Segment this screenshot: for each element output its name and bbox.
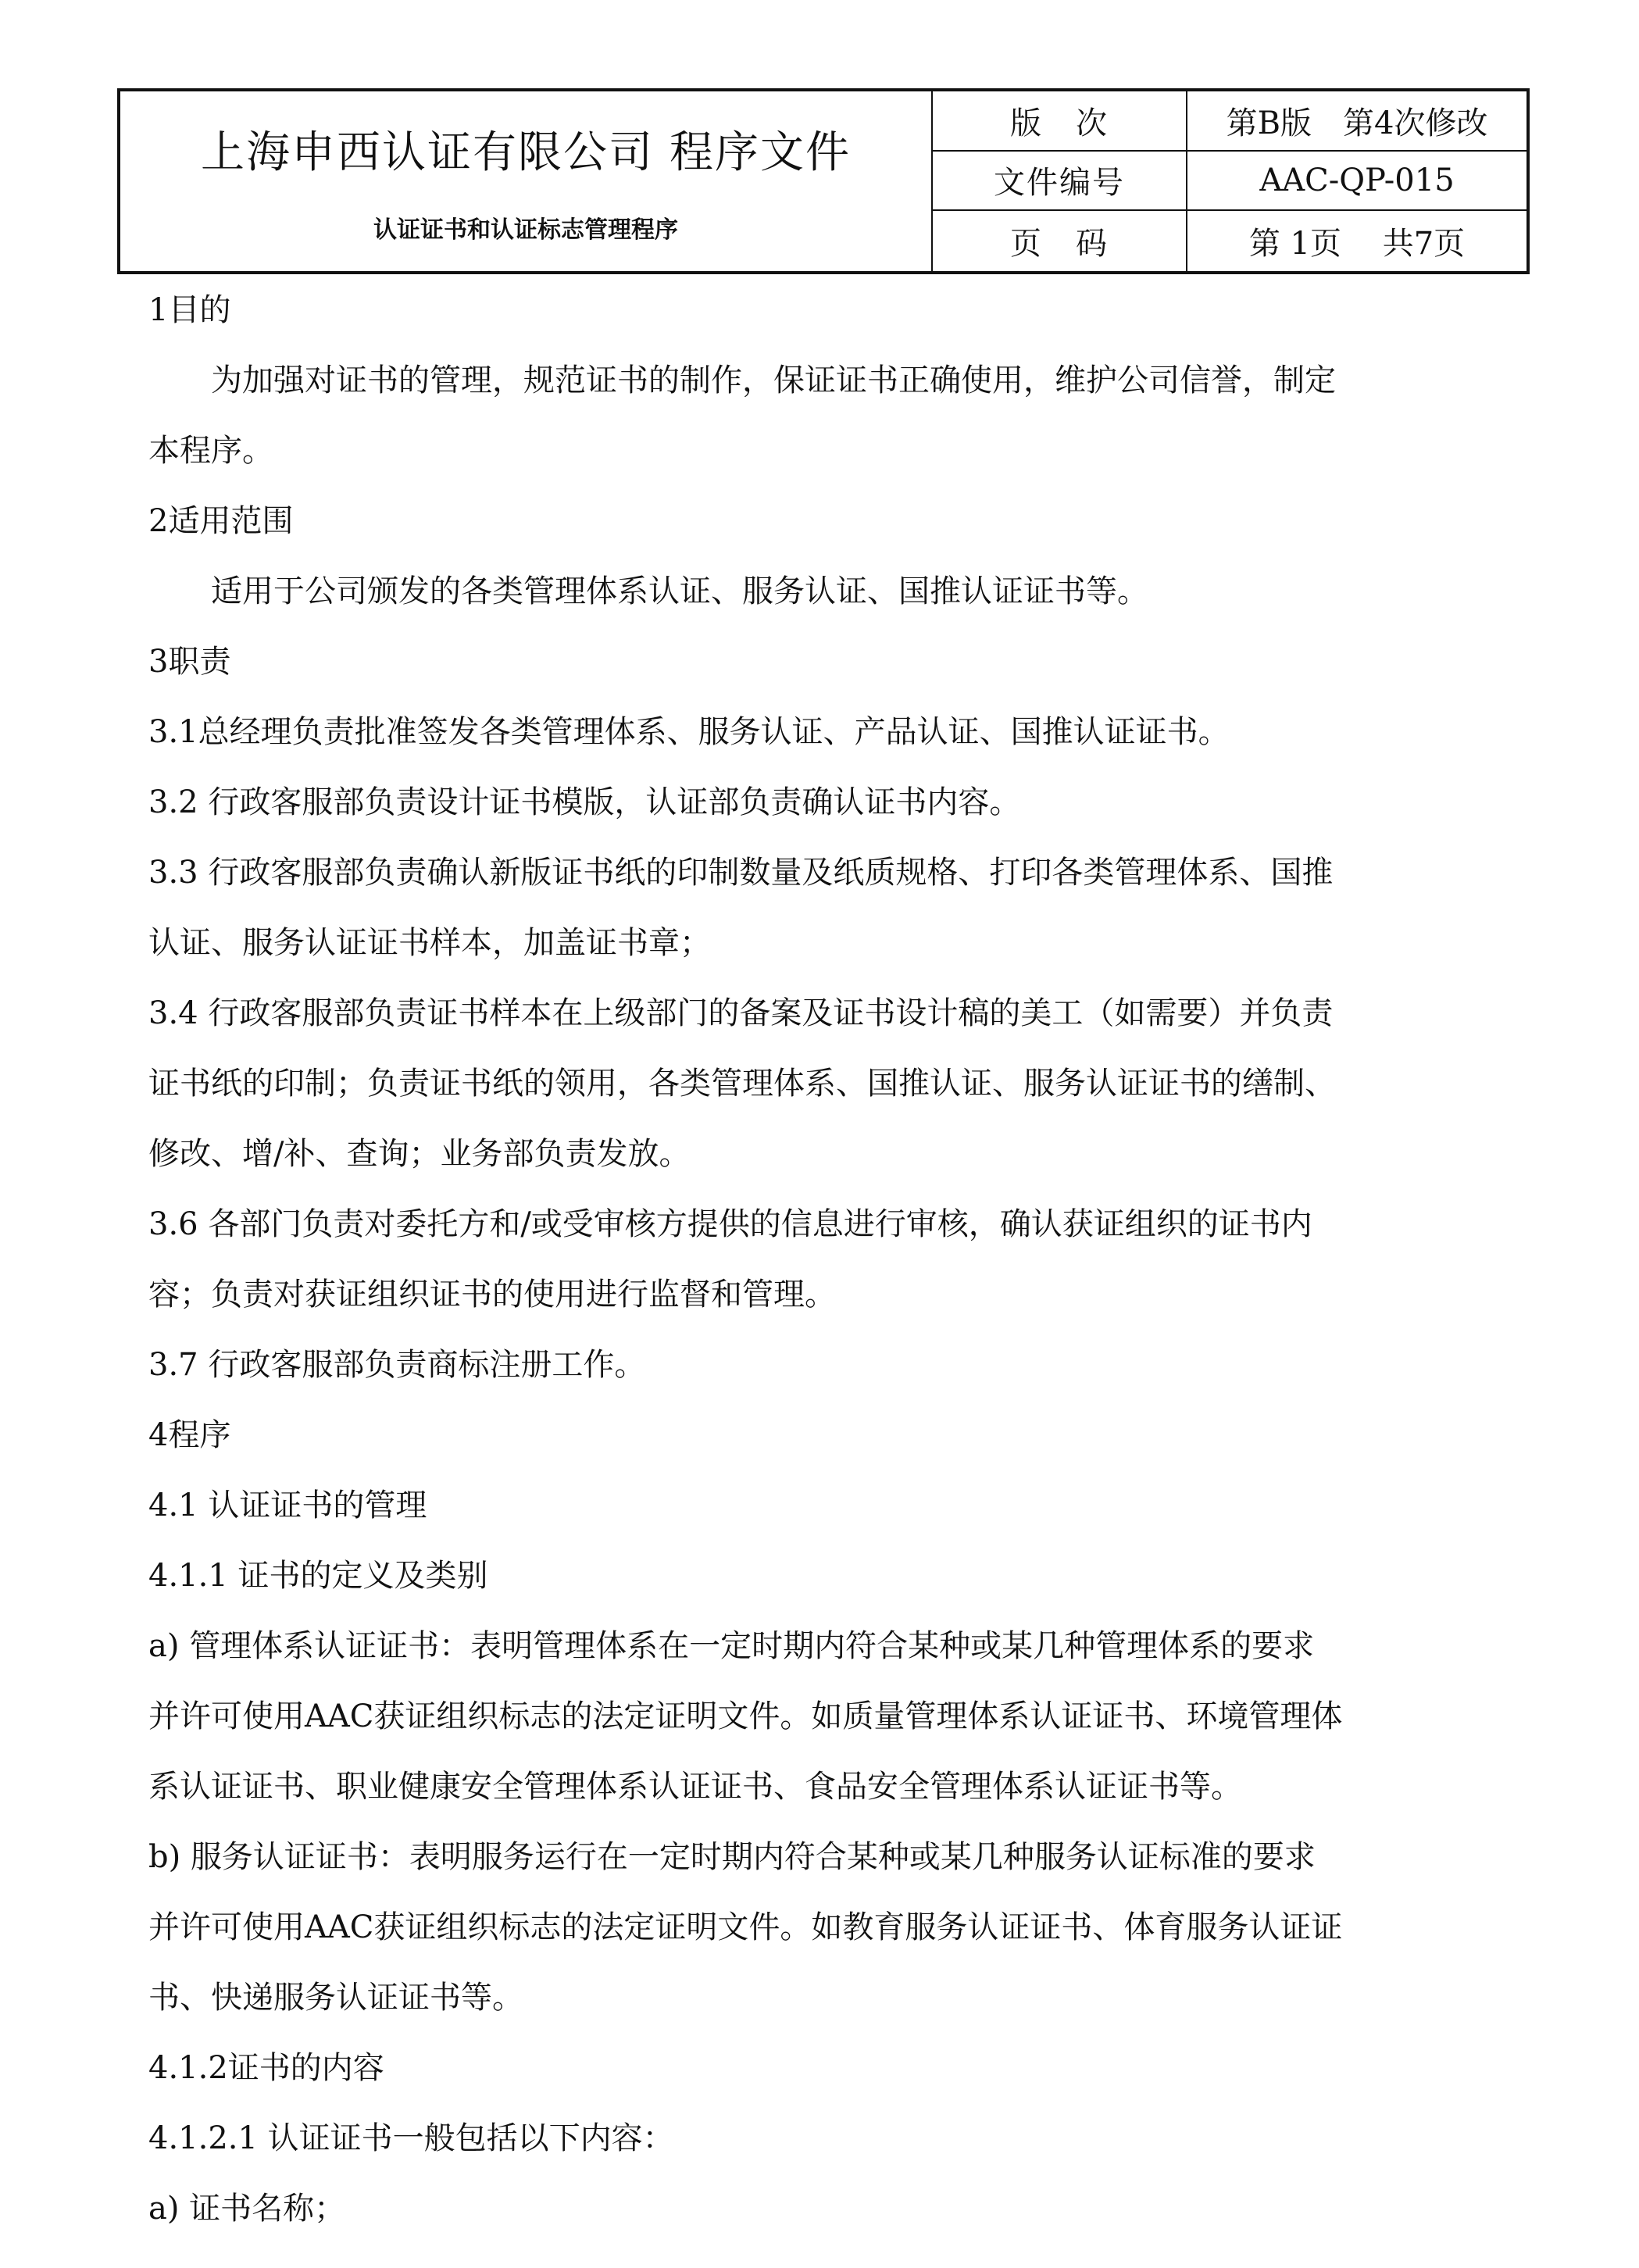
edition-label: 版 次 [933, 91, 1187, 152]
doc-number-label: 文件编号 [933, 152, 1187, 212]
page-label: 页 码 [933, 211, 1187, 271]
list-item-b: b) 服务认证证书：表明服务运行在一定时期内符合某种或某几种服务认证标准的要求 [148, 1839, 1316, 1875]
list-item-a: a) 证书名称； [148, 2191, 346, 2227]
paragraph-line: 书、快递服务认证证书等。 [148, 1980, 523, 2016]
clause-4-1: 4.1 认证证书的管理 [148, 1488, 427, 1523]
paragraph-line: 修改、增/补、查询；业务部负责发放。 [148, 1136, 691, 1172]
section-heading-purpose: 1目的 [148, 292, 231, 328]
clause-4-1-2-1: 4.1.2.1 认证证书一般包括以下内容： [148, 2120, 674, 2156]
document-body [148, 275, 1508, 2244]
header-title-cell [120, 91, 933, 271]
paragraph-line: 证书纸的印制；负责证书纸的领用，各类管理体系、国推认证、服务认证证书的缮制、 [148, 1066, 1336, 1102]
list-item-a: a) 管理体系认证证书：表明管理体系在一定时期内符合某种或某几种管理体系的要求 [148, 1628, 1315, 1664]
section-heading-scope: 2适用范围 [148, 503, 294, 539]
doc-number-value: AAC-QP-015 [1187, 152, 1527, 212]
paragraph-line: 并许可使用AAC获证组织标志的法定证明文件。如质量管理体系认证证书、环境管理体 [148, 1698, 1343, 1734]
clause-3-4: 3.4 行政客服部负责证书样本在上级部门的备案及证书设计稿的美工（如需要）并负责 [148, 995, 1334, 1031]
paragraph-line: 适用于公司颁发的各类管理体系认证、服务认证、国推认证证书等。 [211, 573, 1148, 609]
document-type: 程序文件 [670, 127, 851, 178]
clause-3-1: 3.1总经理负责批准签发各类管理体系、服务认证、产品认证、国推认证证书。 [148, 714, 1230, 750]
paragraph-line: 并许可使用AAC获证组织标志的法定证明文件。如教育服务认证证书、体育服务认证证 [148, 1909, 1343, 1945]
edition-value: 第B版 第4次修改 [1187, 91, 1527, 152]
document-header-table [117, 88, 1530, 274]
paragraph-line: 为加强对证书的管理，规范证书的制作，保证证书正确使用，维护公司信誉，制定 [211, 363, 1336, 398]
paragraph-line: 认证、服务认证证书样本，加盖证书章； [148, 925, 711, 961]
company-name: 上海申西认证有限公司 [201, 127, 654, 178]
header-title [201, 118, 851, 180]
document-subtitle: 认证证书和认证标志管理程序 [373, 216, 678, 244]
clause-4-1-2: 4.1.2证书的内容 [148, 2050, 384, 2086]
paragraph-line: 系认证证书、职业健康安全管理体系认证证书、食品安全管理体系认证证书等。 [148, 1769, 1242, 1805]
paragraph-line: 容；负责对获证组织证书的使用进行监督和管理。 [148, 1277, 836, 1313]
clause-3-3: 3.3 行政客服部负责确认新版证书纸的印制数量及纸质规格、打印各类管理体系、国推 [148, 855, 1334, 891]
clause-4-1-1: 4.1.1 证书的定义及类别 [148, 1558, 488, 1594]
page-value: 第 1页 共7页 [1248, 226, 1466, 263]
section-heading-procedure: 4程序 [148, 1417, 231, 1453]
paragraph-line: 本程序。 [148, 433, 273, 469]
section-heading-responsibilities: 3职责 [148, 644, 231, 680]
clause-3-2: 3.2 行政客服部负责设计证书模版，认证部负责确认证书内容。 [148, 784, 1021, 820]
clause-3-6: 3.6 各部门负责对委托方和/或受审核方提供的信息进行审核，确认获证组织的证书内 [148, 1206, 1312, 1242]
clause-3-7: 3.7 行政客服部负责商标注册工作。 [148, 1347, 646, 1383]
